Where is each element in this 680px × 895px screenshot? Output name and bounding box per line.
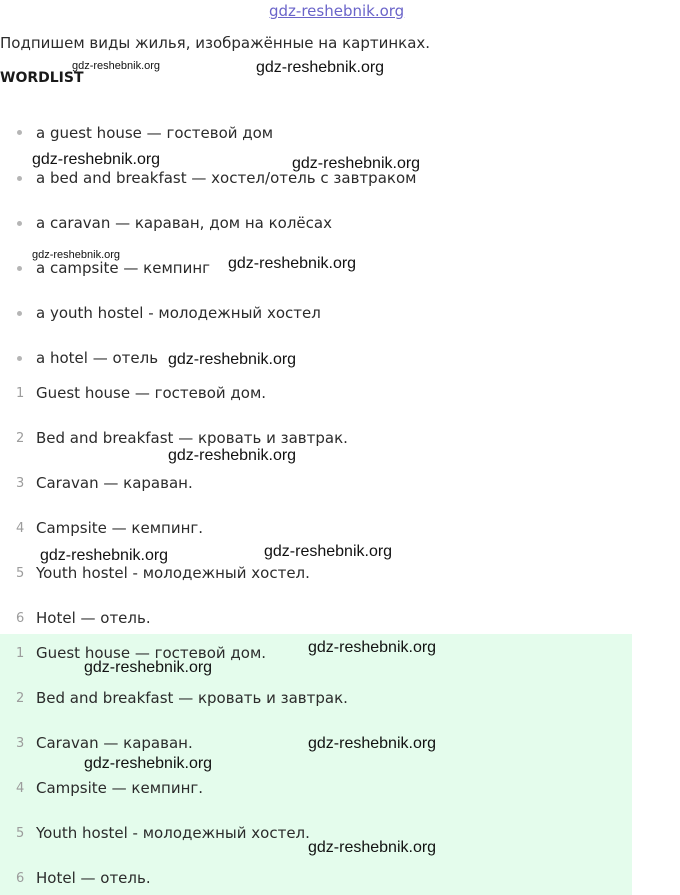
wordlist-item: a guest house — гостевой дом [36, 124, 274, 142]
wordlist-item: a campsite — кемпинг [36, 259, 211, 277]
watermark: gdz-reshebnik.org [256, 59, 385, 76]
watermark: gdz-reshebnik.org [168, 351, 297, 368]
answer-number: 5 [16, 566, 25, 581]
answer-item: Hotel — отель. [36, 869, 151, 887]
wordlist-heading: WORDLIST [0, 70, 84, 86]
bullet-icon [17, 356, 22, 361]
wordlist-item: a youth hostel - молодежный хостел [36, 304, 321, 322]
wordlist-item: a bed and breakfast — хостел/отель с завтраком [36, 169, 417, 187]
watermark: gdz-reshebnik.org [84, 659, 213, 676]
watermark: gdz-reshebnik.org [292, 155, 421, 172]
watermark: gdz-reshebnik.org [168, 447, 297, 464]
answer-item: Youth hostel - молодежный хостел. [36, 564, 310, 582]
bullet-icon [17, 130, 22, 135]
watermark: gdz-reshebnik.org [264, 543, 393, 560]
watermark: gdz-reshebnik.org [84, 755, 213, 772]
answer-number: 1 [16, 386, 25, 401]
answer-item: Bed and breakfast — кровать и завтрак. [36, 689, 348, 707]
answer-number: 3 [16, 476, 25, 491]
answer-item: Guest house — гостевой дом. [36, 384, 267, 402]
answer-item: Guest house — гостевой дом. [36, 644, 267, 662]
answer-number: 5 [16, 826, 25, 841]
answer-number: 4 [16, 781, 25, 796]
bullet-icon [17, 221, 22, 226]
watermark: gdz-reshebnik.org [40, 547, 169, 564]
watermark: gdz-reshebnik.org [228, 255, 357, 272]
watermark: gdz-reshebnik.org [72, 60, 161, 72]
answer-number: 6 [16, 871, 25, 886]
bullet-icon [17, 266, 22, 271]
answer-number: 2 [16, 691, 25, 706]
watermark: gdz-reshebnik.org [308, 735, 437, 752]
answer-number: 1 [16, 646, 25, 661]
answer-number: 6 [16, 611, 25, 626]
answer-item: Caravan — караван. [36, 734, 193, 752]
watermark: gdz-reshebnik.org [32, 151, 161, 168]
wordlist-item: a hotel — отель [36, 349, 159, 367]
bullet-icon [17, 311, 22, 316]
answer-item: Campsite — кемпинг. [36, 779, 204, 797]
answer-item: Hotel — отель. [36, 609, 151, 627]
watermark: gdz-reshebnik.org [308, 839, 437, 856]
answer-item: Bed and breakfast — кровать и завтрак. [36, 429, 348, 447]
answer-item: Youth hostel - молодежный хостел. [36, 824, 310, 842]
answer-number: 3 [16, 736, 25, 751]
answer-item: Caravan — караван. [36, 474, 193, 492]
answer-item: Campsite — кемпинг. [36, 519, 204, 537]
wordlist-item: a caravan — караван, дом на колёсах [36, 214, 332, 232]
bullet-icon [17, 176, 22, 181]
watermark: gdz-reshebnik.org [308, 639, 437, 656]
task-intro: Подпишем виды жилья, изображённые на картинках. [0, 34, 431, 52]
answer-number: 2 [16, 431, 25, 446]
site-link[interactable]: gdz-reshebnik.org [269, 2, 405, 20]
watermark: gdz-reshebnik.org [32, 249, 121, 261]
answer-number: 4 [16, 521, 25, 536]
